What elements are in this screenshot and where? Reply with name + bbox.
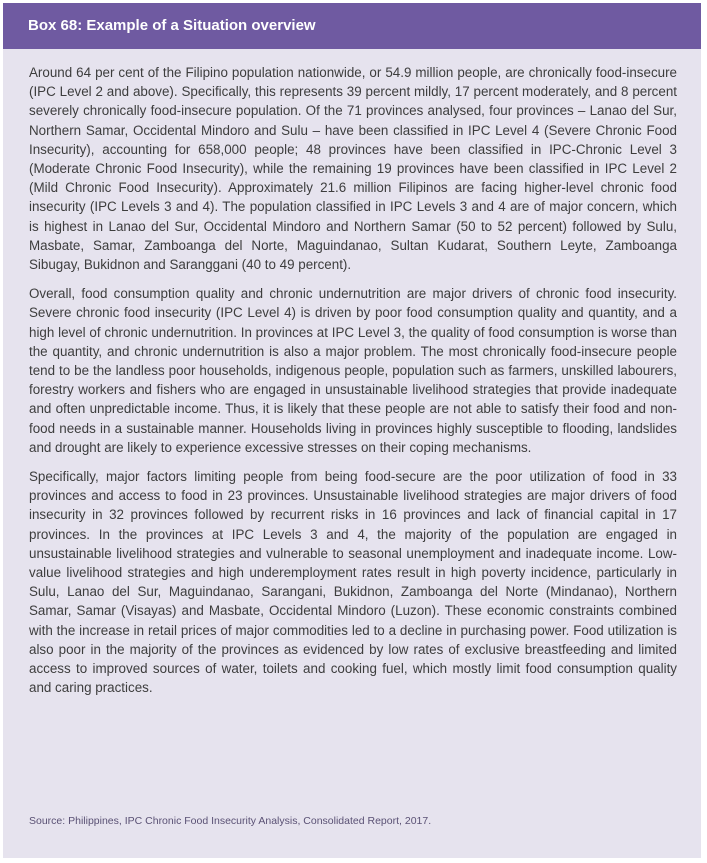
situation-overview-box bbox=[3, 3, 701, 858]
paragraph-drivers: Overall, food consumption quality and chronic undernutrition are major drivers of chronic food insecurity. Severe chronic food insecurity (IPC Level 4) is driven by poor food consumption quality and quantity, and a high level of chronic undernutrition. In provinces at IPC Level 3, the quality of food consumption is worse than the quantity, and chronic undernutrition is also a major problem. The most chronically food-insecure people tend to be the landless poor households, indigenous people, population such as farmers, unskilled labourers, forestry workers and fishers who are engaged in unsustainable livelihood strategies that provide inadequate and often unpredictable income. Thus, it is likely that these people are not able to satisfy their food and non-food needs in a sustainable manner. Households living in provinces highly susceptible to flooding, landslides and drought are likely to experience excessive stresses on their coping mechanisms. bbox=[29, 286, 677, 455]
box-body bbox=[29, 63, 677, 708]
paragraph-limiting-factors: Specifically, major factors limiting people from being food-secure are the poor utilization of food in 33 provinces and access to food in 23 provinces. Unsustainable livelihood strategies are major drivers of food insecurity in 32 provinces followed by recurrent risks in 16 provinces and lack of financial capital in 17 provinces. In the provinces at IPC Levels 3 and 4, the majority of the population are engaged in unsustainable livelihood strategies and vulnerable to seasonal unemployment and inadequate income. Low-value livelihood strategies and high underemployment rates result in high poverty incidence, particularly in Sulu, Lanao del Sur, Maguindanao, Sarangani, Bukidnon, Zamboanga del Norte (Mindanao), Northern Samar, Samar (Visayas) and Masbate, Occidental Mindoro (Luzon). These economic constraints combined with the increase in retail prices of major commodities led to a decline in purchasing power. Food utilization is also poor in the majority of the provinces as evidenced by low rates of exclusive breastfeeding and limited access to improved sources of water, toilets and cooking fuel, which mostly limit food consumption quality and caring practices. bbox=[29, 469, 677, 696]
paragraph-overview: Around 64 per cent of the Filipino population nationwide, or 54.9 million people, are chronically food-insecure (IPC Level 2 and above). Specifically, this represents 39 percent mildly, 17 percent moderately, and 8 percent severely chronically food-insecure population. Of the 71 provinces analysed, four provinces – Lanao del Sur, Northern Samar, Occidental Mindoro and Sulu – have been classified in IPC Level 4 (Severe Chronic Food Insecurity), accounting for 658,000 people; 48 provinces have been classified in IPC-Chronic Level 3 (Moderate Chronic Food Insecurity), while the remaining 19 provinces have been classified in IPC Level 2 (Mild Chronic Food Insecurity). Approximately 21.6 million Filipinos are facing higher-level chronic food insecurity (IPC Levels 3 and 4). The population classified in IPC Levels 3 and 4 are of major concern, which is highest in Lanao del Sur, Occidental Mindoro and Northern Samar (50 to 52 percent) followed by Sulu, Masbate, Samar, Zamboanga del Norte, Maguindanao, Sultan Kudarat, Southern Leyte, Zamboanga Sibugay, Bukidnon and Saranggani (40 to 49 percent). bbox=[29, 65, 677, 273]
box-title: Box 68: Example of a Situation overview bbox=[3, 3, 701, 49]
source-note: Source: Philippines, IPC Chronic Food Insecurity Analysis, Consolidated Report, 2017. bbox=[29, 815, 432, 827]
